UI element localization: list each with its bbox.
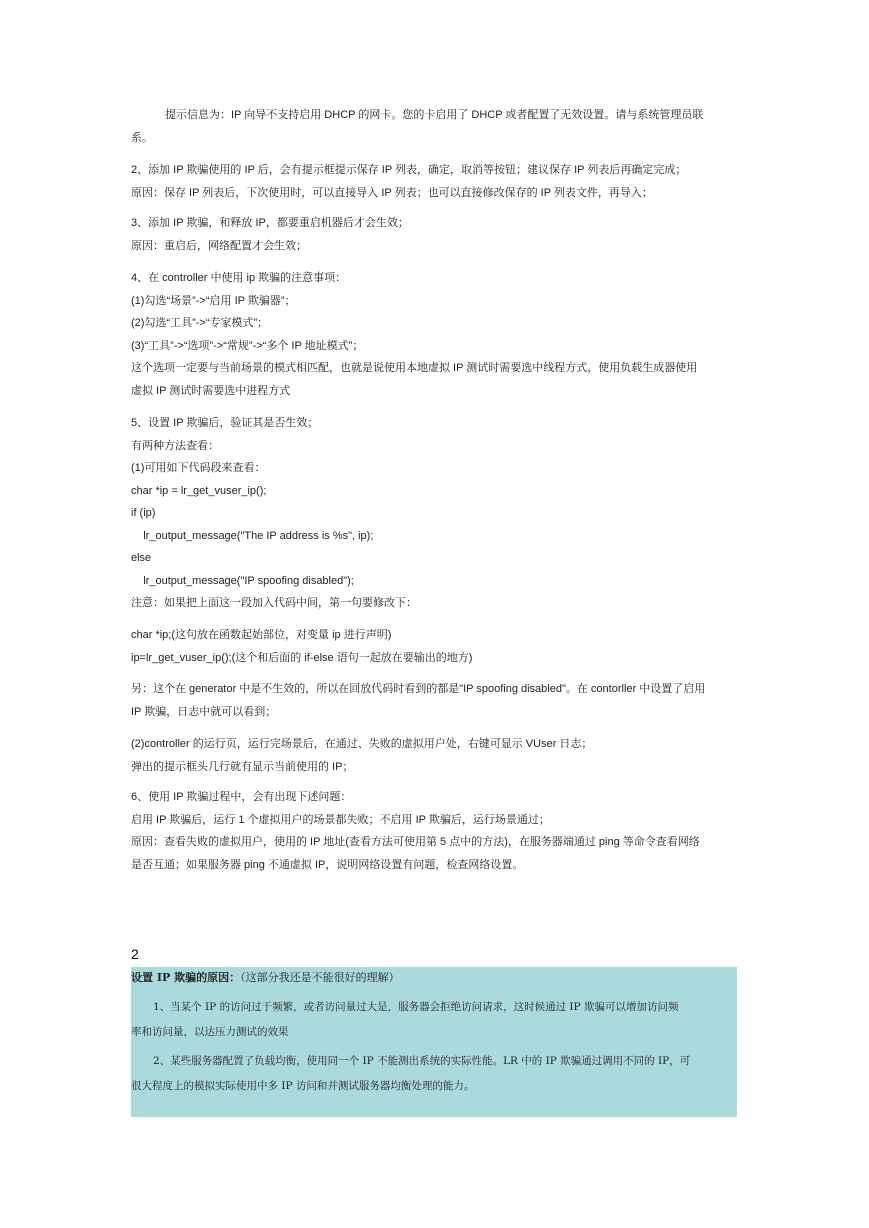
paragraph-generator-note	[131, 678, 737, 723]
code-line: lr_output_message("The IP address is %s", ip);	[131, 529, 374, 542]
code-line: if (ip)	[131, 507, 156, 519]
text-line: 注意：如果把上面这一段加入代码中间，第一句要修改下：	[131, 597, 417, 609]
text-line: (2)controller 的运行页，运行完场景后，在通过、失败的虚拟用户处，右键可显示 VUser 日志；	[131, 738, 593, 750]
paragraph-code-note	[131, 624, 737, 669]
box-title-bold: 设置 IP 欺骗的原因：	[131, 971, 241, 984]
text-line: 是否互通；如果服务器 ping 不通虚拟 IP，说明网络设置有问题，检查网络设置。	[131, 858, 524, 871]
box-title	[131, 967, 737, 989]
text-line: 原因：重启后，网络配置才会生效；	[131, 239, 307, 252]
text-line: 5、设置 IP 欺骗后，验证其是否生效；	[131, 417, 319, 429]
code-line: char *ip = lr_get_vuser_ip();	[131, 484, 267, 497]
text-line: 系。	[131, 131, 153, 144]
box-text-line: 1、当某个 IP 的访问过于频繁，或者访问量过大是，服务器会拒绝访问请求，这时候通过 IP 欺骗可以增加访问频	[153, 1001, 679, 1013]
text-line: 2、添加 IP 欺骗使用的 IP 后，会有提示框提示保存 IP 列表，确定，取消等按钮；建议保存 IP 列表后再确定完成；	[131, 164, 687, 176]
text-line: 另：这个在 generator 中是不生效的，所以在回放代码时看到的都是"IP spoofing disabled"。在 contorller 中设置了启用	[131, 683, 706, 695]
box-item-1	[131, 995, 737, 1045]
text-line: 启用 IP 欺骗后，运行 1 个虚拟用户的场景都失败；不启用 IP 欺骗后，运行场景通过；	[131, 813, 550, 826]
paragraph-controller-log	[131, 733, 737, 778]
code-line: ip=lr_get_vuser_ip();(这个和后面的 if-else 语句一起放在要输出的地方)	[131, 651, 473, 664]
text-line: 4、在 controller 中使用 ip 欺骗的注意事项：	[131, 272, 347, 284]
paragraph-dhcp-warning	[131, 104, 737, 149]
box-text-line: 2、某些服务器配置了负载均衡，使用同一个 IP 不能测出系统的实际性能。LR 中的 IP 欺骗通过调用不同的 IP，可	[153, 1055, 691, 1067]
paragraph-item-3	[131, 212, 737, 257]
text-line: 弹出的提示框头几行就有显示当前使用的 IP；	[131, 760, 354, 773]
text-line: 原因：查看失败的虚拟用户，使用的 IP 地址(查看方法可使用第 5 点中的方法)，在服务器端通过 ping 等命令查看网络	[131, 836, 700, 848]
text-line: 3、添加 IP 欺骗，和释放 IP，都要重启机器后才会生效；	[131, 217, 409, 229]
text-line: 有两种方法查看：	[131, 439, 219, 452]
box-title-note: （这部分我还是不能很好的理解）	[240, 971, 400, 984]
text-line: 6、使用 IP 欺骗过程中，会有出现下述问题：	[131, 791, 352, 803]
highlight-box	[131, 967, 737, 1117]
text-line: 这个选项一定要与当前场景的模式相匹配，也就是说使用本地虚拟 IP 测试时需要选中线程方式，使用负载生成器使用	[131, 362, 698, 374]
code-line: char *ip;(这句放在函数起始部位，对变量 ip 进行声明)	[131, 629, 392, 641]
text-line: 提示信息为：IP 向导不支持启用 DHCP 的网卡。您的卡启用了 DHCP 或者配置了无效设置。请与系统管理员联	[165, 109, 704, 121]
text-line: IP 欺骗，日志中就可以看到；	[131, 705, 277, 718]
paragraph-item-6	[131, 786, 737, 876]
text-line: (2)勾选“工具”->“专家模式”；	[131, 317, 269, 329]
section-number: 2	[131, 946, 139, 962]
box-text-line: 很大程度上的模拟实际使用中多 IP 访问和并测试服务器均衡处理的能力。	[131, 1080, 475, 1092]
code-line: lr_output_message("IP spoofing disabled");	[131, 574, 354, 587]
paragraph-item-2	[131, 159, 737, 204]
paragraph-item-4	[131, 267, 737, 402]
box-item-2	[131, 1049, 737, 1099]
text-line: (3)“工具”->“选项”->“常规”->“多个 IP 地址模式”；	[131, 339, 364, 352]
text-line: 原因：保存 IP 列表后，下次使用时，可以直接导入 IP 列表；也可以直接修改保存的 IP 列表文件，再导入；	[131, 186, 653, 199]
paragraph-item-5	[131, 412, 737, 615]
text-line: 虚拟 IP 测试时需要选中进程方式	[131, 384, 291, 397]
text-line: (1)勾选“场景”->“启用 IP 欺骗器”；	[131, 294, 296, 307]
text-line: (1)可用如下代码段来查看：	[131, 462, 266, 474]
code-line: else	[131, 552, 152, 564]
box-text-line: 率和访问量，以达压力测试的效果	[131, 1026, 289, 1038]
